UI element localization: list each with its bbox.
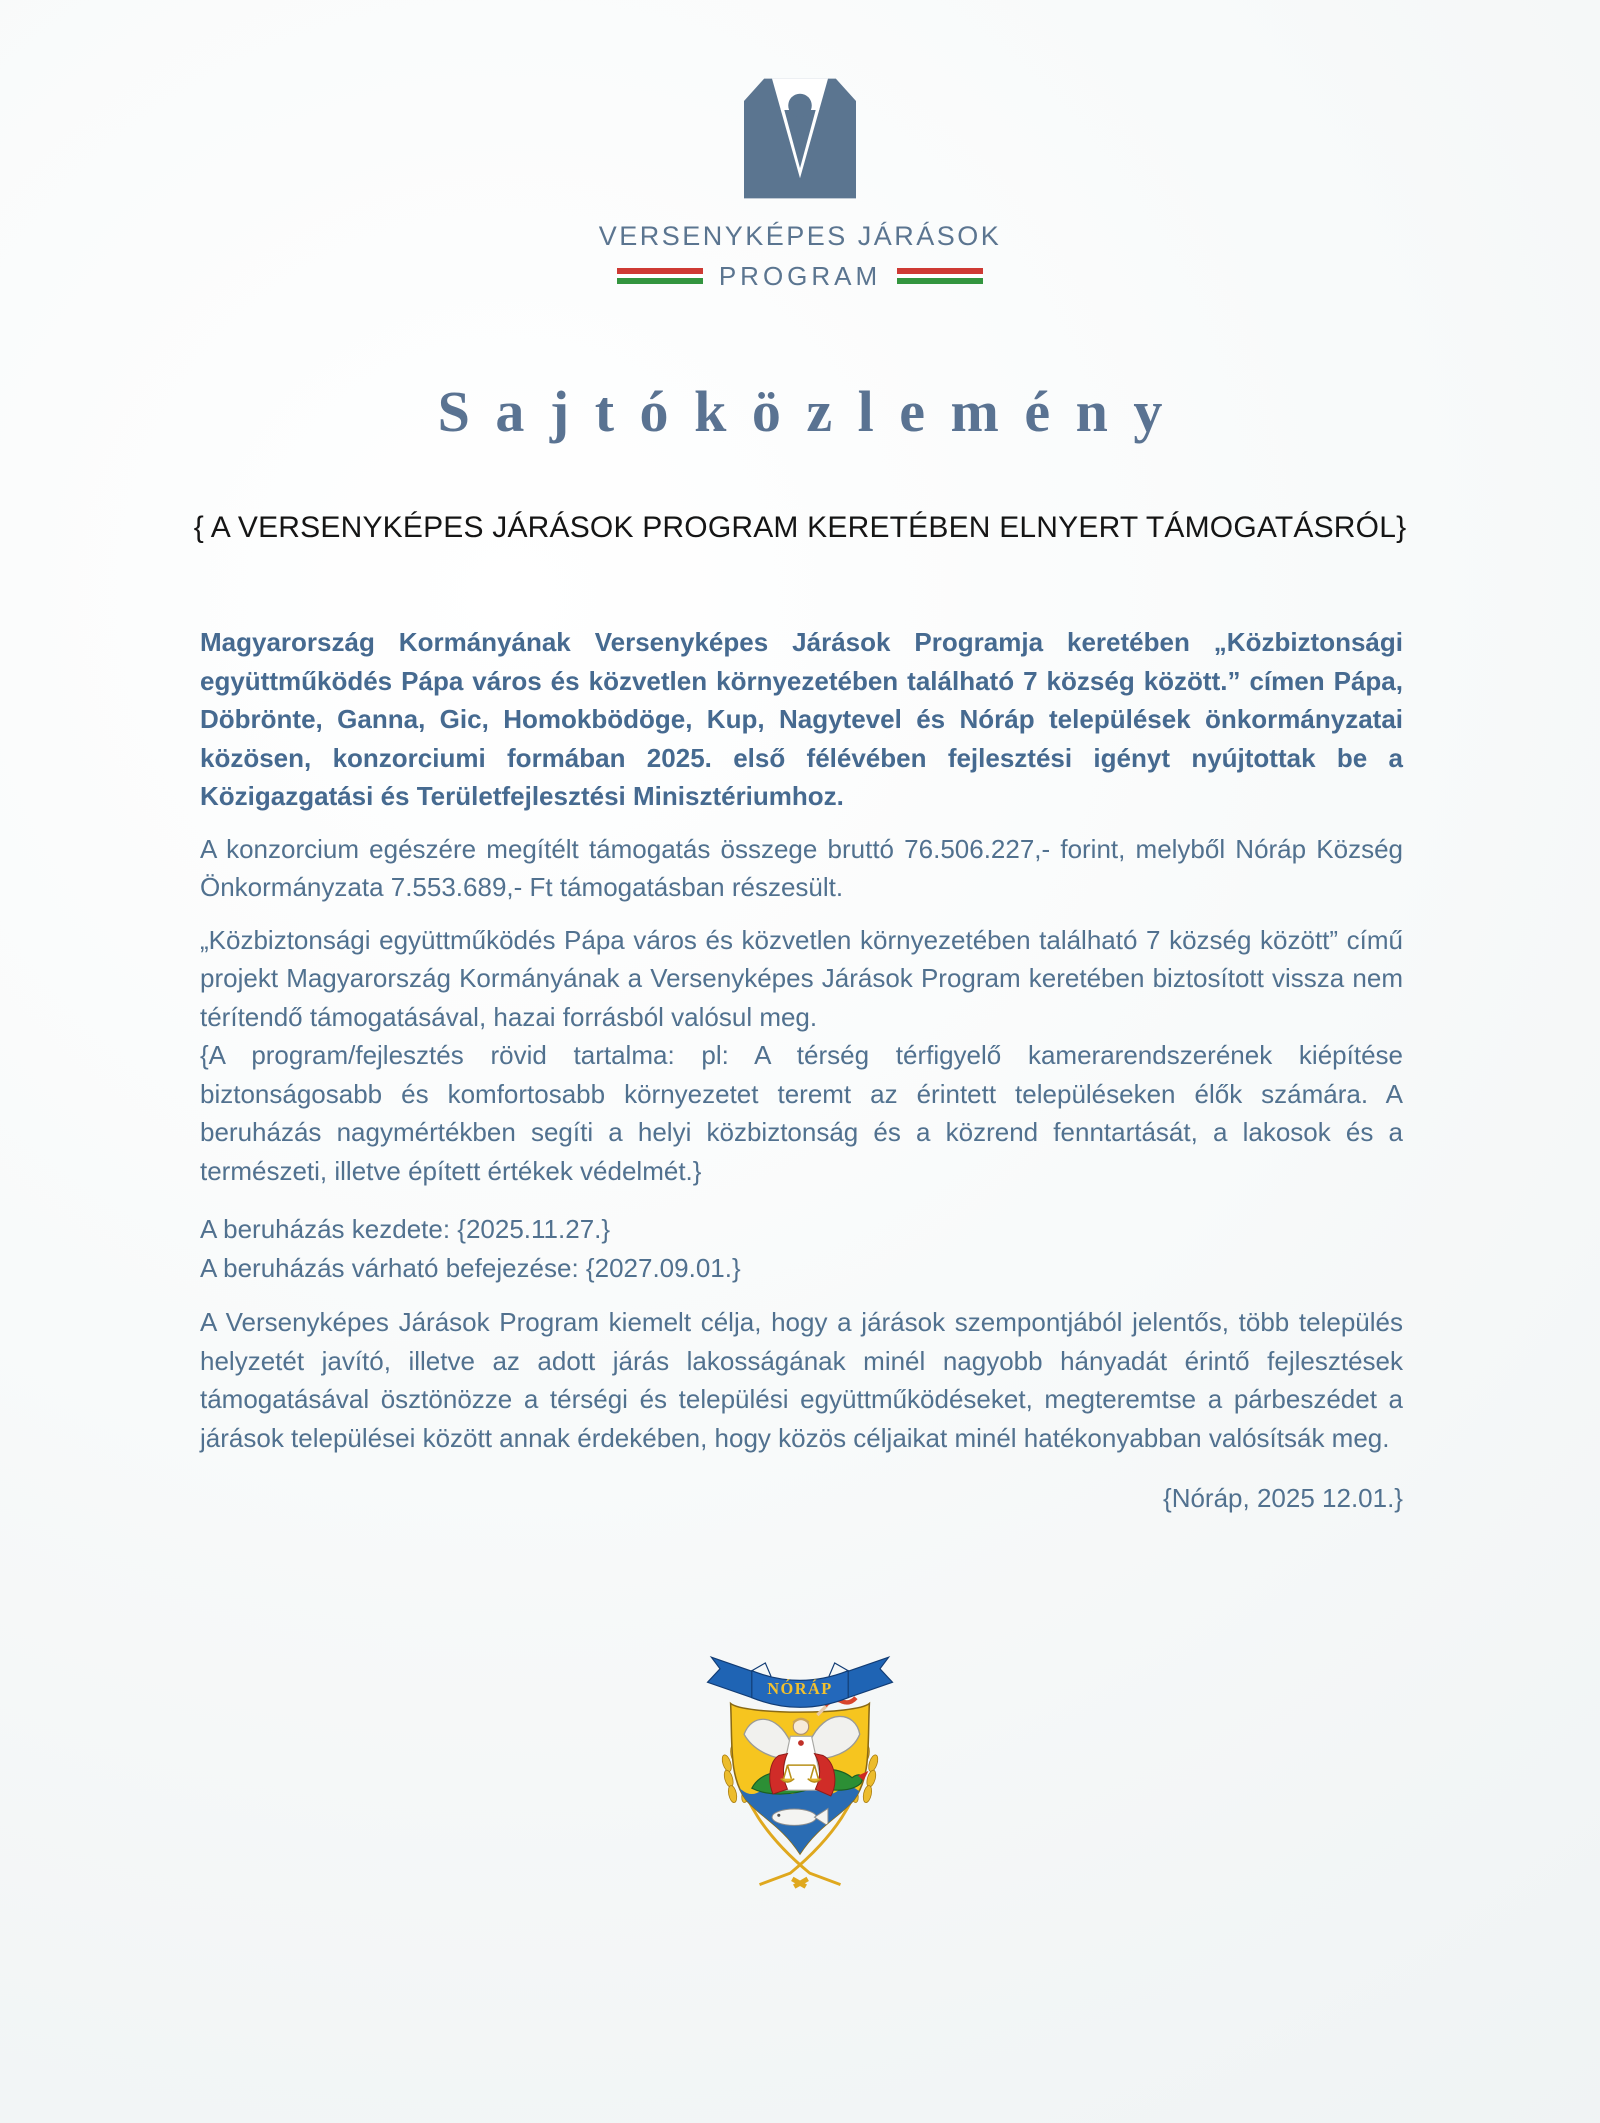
press-release-body xyxy=(200,623,1403,1518)
hungarian-flag-bar-right-icon xyxy=(897,268,983,285)
ribbon-banner-icon xyxy=(707,1657,892,1707)
paragraph-grant-amount: A konzorcium egészére megítélt támogatás összege bruttó 76.506.227,- forint, melyből Nóráp Község Önkormányzata 7.553.689,- Ft támogatásban részesült. xyxy=(200,833,1403,902)
paragraph-lead: Magyarország Kormányának Versenyképes Járások Programja keretében „Közbiztonsági együttműködés Pápa város és közvetlen környezetében található 7 község között.” címen Pápa, Döbrönte, Ganna, Gic, Homokbödöge, Kup, Nagytevel és Nóráp települések önkormányzatai közösen, konzorciumi formában 2025. első félévében fejlesztési igényt nyújtottak be a Közigazgatási és Területfejlesztési Minisztériumhoz. xyxy=(200,627,1403,811)
project-dates xyxy=(200,1210,1403,1287)
page-title: Sajtóközlemény xyxy=(437,379,1188,444)
crest-banner-label: NÓRÁP xyxy=(767,1678,833,1698)
paragraph-project-funding: „Közbiztonsági együttműködés Pápa város és közvetlen környezetében található 7 község között” című projekt Magyarország Kormányának a Versenyképes Járások Program keretében biztosított vissza nem térítendő támogatásával, hazai forrásból valósul meg. xyxy=(200,924,1403,1032)
logo-wordmark-line2 xyxy=(0,261,1600,292)
project-end-date: A beruházás várható befejezése: {2027.09.01.} xyxy=(200,1252,741,1283)
place-and-date-signature: {Nóráp, 2025 12.01.} xyxy=(1163,1483,1403,1513)
project-start-date: A beruházás kezdete: {2025.11.27.} xyxy=(200,1214,611,1244)
document-header xyxy=(0,78,1600,545)
logo-program-label: PROGRAM xyxy=(718,261,882,291)
paragraph-program-goal: A Versenyképes Járások Program kiemelt célja, hogy a járások szempontjából jelentős, több település helyzetét javító, illetve az adott járás lakosságának minél nagyobb hányadát érintő fejlesztések támogatásával ösztönözze a térségi és települési együttműködéseket, megteremtse a párbeszédet a járások települései között annak érdekében, hogy közös céljaikat minél hatékonyabban valósítsák meg. xyxy=(200,1307,1403,1453)
page-subtitle: { A VERSENYKÉPES JÁRÁSOK PROGRAM KERETÉBEN ELNYERT TÁMOGATÁSRÓL} xyxy=(193,511,1407,544)
hungarian-flag-bar-left-icon xyxy=(617,268,703,285)
logo-wordmark-line1: VERSENYKÉPES JÁRÁSOK xyxy=(598,221,1002,251)
norap-coat-of-arms xyxy=(694,1640,906,1898)
versenykepes-jarasok-logo-icon xyxy=(744,78,856,199)
paragraph-project-summary: {A program/fejlesztés rövid tartalma: pl: A térség térfigyelő kamerarendszerének kiépítése biztonságosabb és komfortosabb környezetet teremt az érintett településeken élők számára. A beruházás nagymértékben segíti a helyi közbiztonság és a közrend fenntartását, a lakosok és a természeti, illetve épített értékek védelmét.} xyxy=(200,1040,1403,1186)
